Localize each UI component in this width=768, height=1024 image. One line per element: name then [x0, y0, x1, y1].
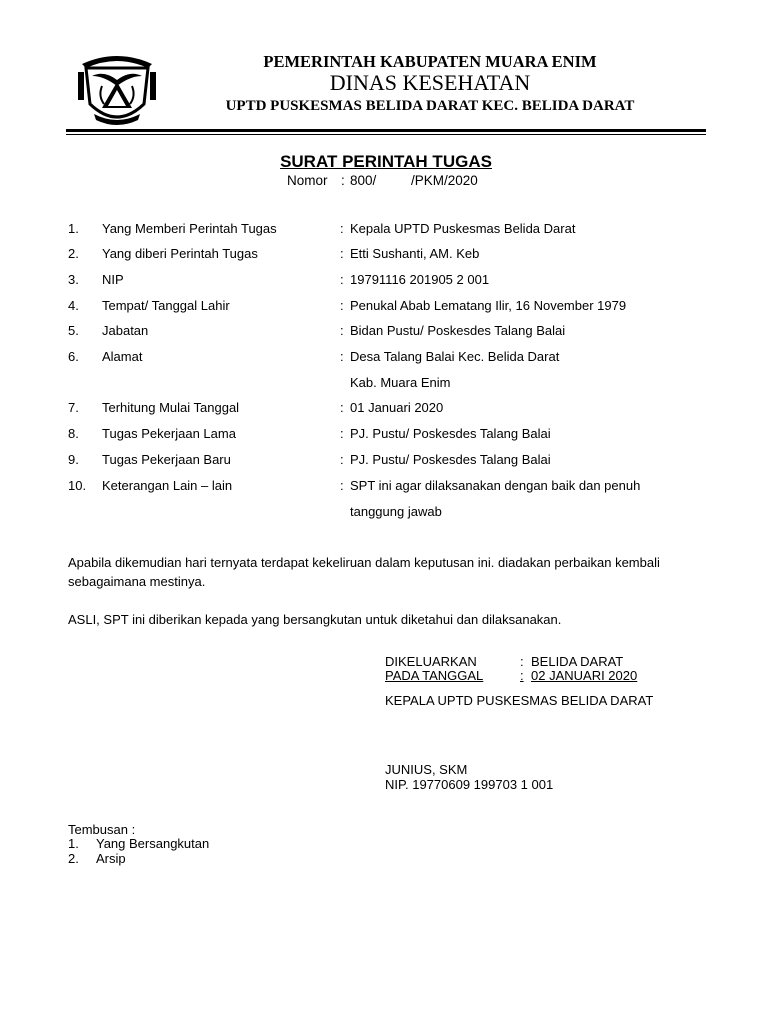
letterhead-agency: DINAS KESEHATAN	[329, 70, 531, 95]
item-number: 3.	[68, 272, 79, 287]
paragraph-original: ASLI, SPT ini diberikan kepada yang bersangkutan untuk diketahui dan dilaksanakan.	[68, 612, 562, 627]
item-label: Tugas Pekerjaan Lama	[102, 426, 236, 441]
paragraph-correction-line1: Apabila dikemudian hari ternyata terdapat kekeliruan dalam keputusan ini. diadakan perbaikan kembali	[68, 555, 660, 570]
item-number: 4.	[68, 298, 79, 313]
paragraph-correction-line2: sebagaimana mestinya.	[68, 574, 206, 589]
item-value: PJ. Pustu/ Poskesdes Talang Balai	[350, 452, 551, 467]
item-colon: :	[340, 478, 344, 493]
item-value: Bidan Pustu/ Poskesdes Talang Balai	[350, 323, 566, 338]
letterhead-divider-thin	[66, 134, 706, 135]
document-title: SURAT PERINTAH TUGAS	[280, 152, 492, 171]
item-value: Penukal Abab Lematang Ilir, 16 November 1979	[350, 298, 627, 313]
item-value: Kepala UPTD Puskesmas Belida Darat	[350, 221, 576, 236]
item-colon: :	[340, 221, 344, 236]
item-value: 19791116 201905 2 001	[350, 272, 490, 287]
date-value: 02 JANUARI 2020	[531, 668, 638, 683]
date-label: PADA TANGGAL	[385, 668, 484, 683]
tembusan-item-number: 1.	[68, 836, 79, 851]
item-label: Yang diberi Perintah Tugas	[102, 246, 258, 261]
item-value: PJ. Pustu/ Poskesdes Talang Balai	[350, 426, 551, 441]
item-number: 6.	[68, 349, 79, 364]
item-colon: :	[340, 272, 344, 287]
item-colon: :	[340, 246, 344, 261]
issued-label: DIKELUARKAN	[385, 654, 477, 669]
signatory-position: KEPALA UPTD PUSKESMAS BELIDA DARAT	[385, 693, 654, 708]
item-label: Tugas Pekerjaan Baru	[102, 452, 231, 467]
item-label: Yang Memberi Perintah Tugas	[102, 221, 277, 236]
item-label: Terhitung Mulai Tanggal	[102, 400, 240, 415]
item-colon: :	[340, 323, 344, 338]
item-value: SPT ini agar dilaksanakan dengan baik dan penuh	[350, 478, 641, 493]
item-label: Keterangan Lain – lain	[102, 478, 233, 493]
issued-colon: :	[520, 654, 524, 669]
item-number: 5.	[68, 323, 79, 338]
item-value-continued: tanggung jawab	[350, 504, 442, 519]
item-value-continued: Kab. Muara Enim	[350, 375, 451, 390]
item-value: Desa Talang Balai Kec. Belida Darat	[350, 349, 560, 364]
item-number: 1.	[68, 221, 79, 236]
item-number: 10.	[68, 478, 87, 493]
nomor-value: 800/	[350, 173, 377, 188]
item-colon: :	[340, 452, 344, 467]
item-number: 2.	[68, 246, 79, 261]
tembusan-item: Yang Bersangkutan	[96, 836, 210, 851]
tembusan-item: Arsip	[96, 851, 126, 866]
signatory-name: JUNIUS, SKM	[385, 762, 468, 777]
nomor-suffix: /PKM/2020	[411, 173, 478, 188]
item-value: 01 Januari 2020	[350, 400, 444, 415]
item-label: NIP	[102, 272, 124, 287]
item-number: 8.	[68, 426, 79, 441]
item-colon: :	[340, 400, 344, 415]
nomor-label: Nomor	[287, 173, 328, 188]
letterhead-government: PEMERINTAH KABUPATEN MUARA ENIM	[263, 52, 597, 71]
item-label: Jabatan	[102, 323, 149, 338]
item-colon: :	[340, 349, 344, 364]
item-number: 7.	[68, 400, 79, 415]
letterhead-unit: UPTD PUSKESMAS BELIDA DARAT KEC. BELIDA DARAT	[225, 98, 635, 114]
item-label: Tempat/ Tanggal Lahir	[102, 298, 230, 313]
tembusan-item-number: 2.	[68, 851, 79, 866]
issued-value: BELIDA DARAT	[531, 654, 624, 669]
letterhead-divider-thick	[66, 129, 706, 132]
signatory-nip: NIP. 19770609 199703 1 001	[385, 777, 554, 792]
item-value: Etti Sushanti, AM. Keb	[350, 246, 480, 261]
nomor-colon: :	[341, 173, 345, 188]
date-colon: :	[520, 668, 524, 683]
tembusan-label: Tembusan :	[68, 822, 136, 837]
item-number: 9.	[68, 452, 79, 467]
muara-enim-logo-icon	[74, 46, 160, 132]
item-colon: :	[340, 426, 344, 441]
item-colon: :	[340, 298, 344, 313]
item-label: Alamat	[102, 349, 143, 364]
